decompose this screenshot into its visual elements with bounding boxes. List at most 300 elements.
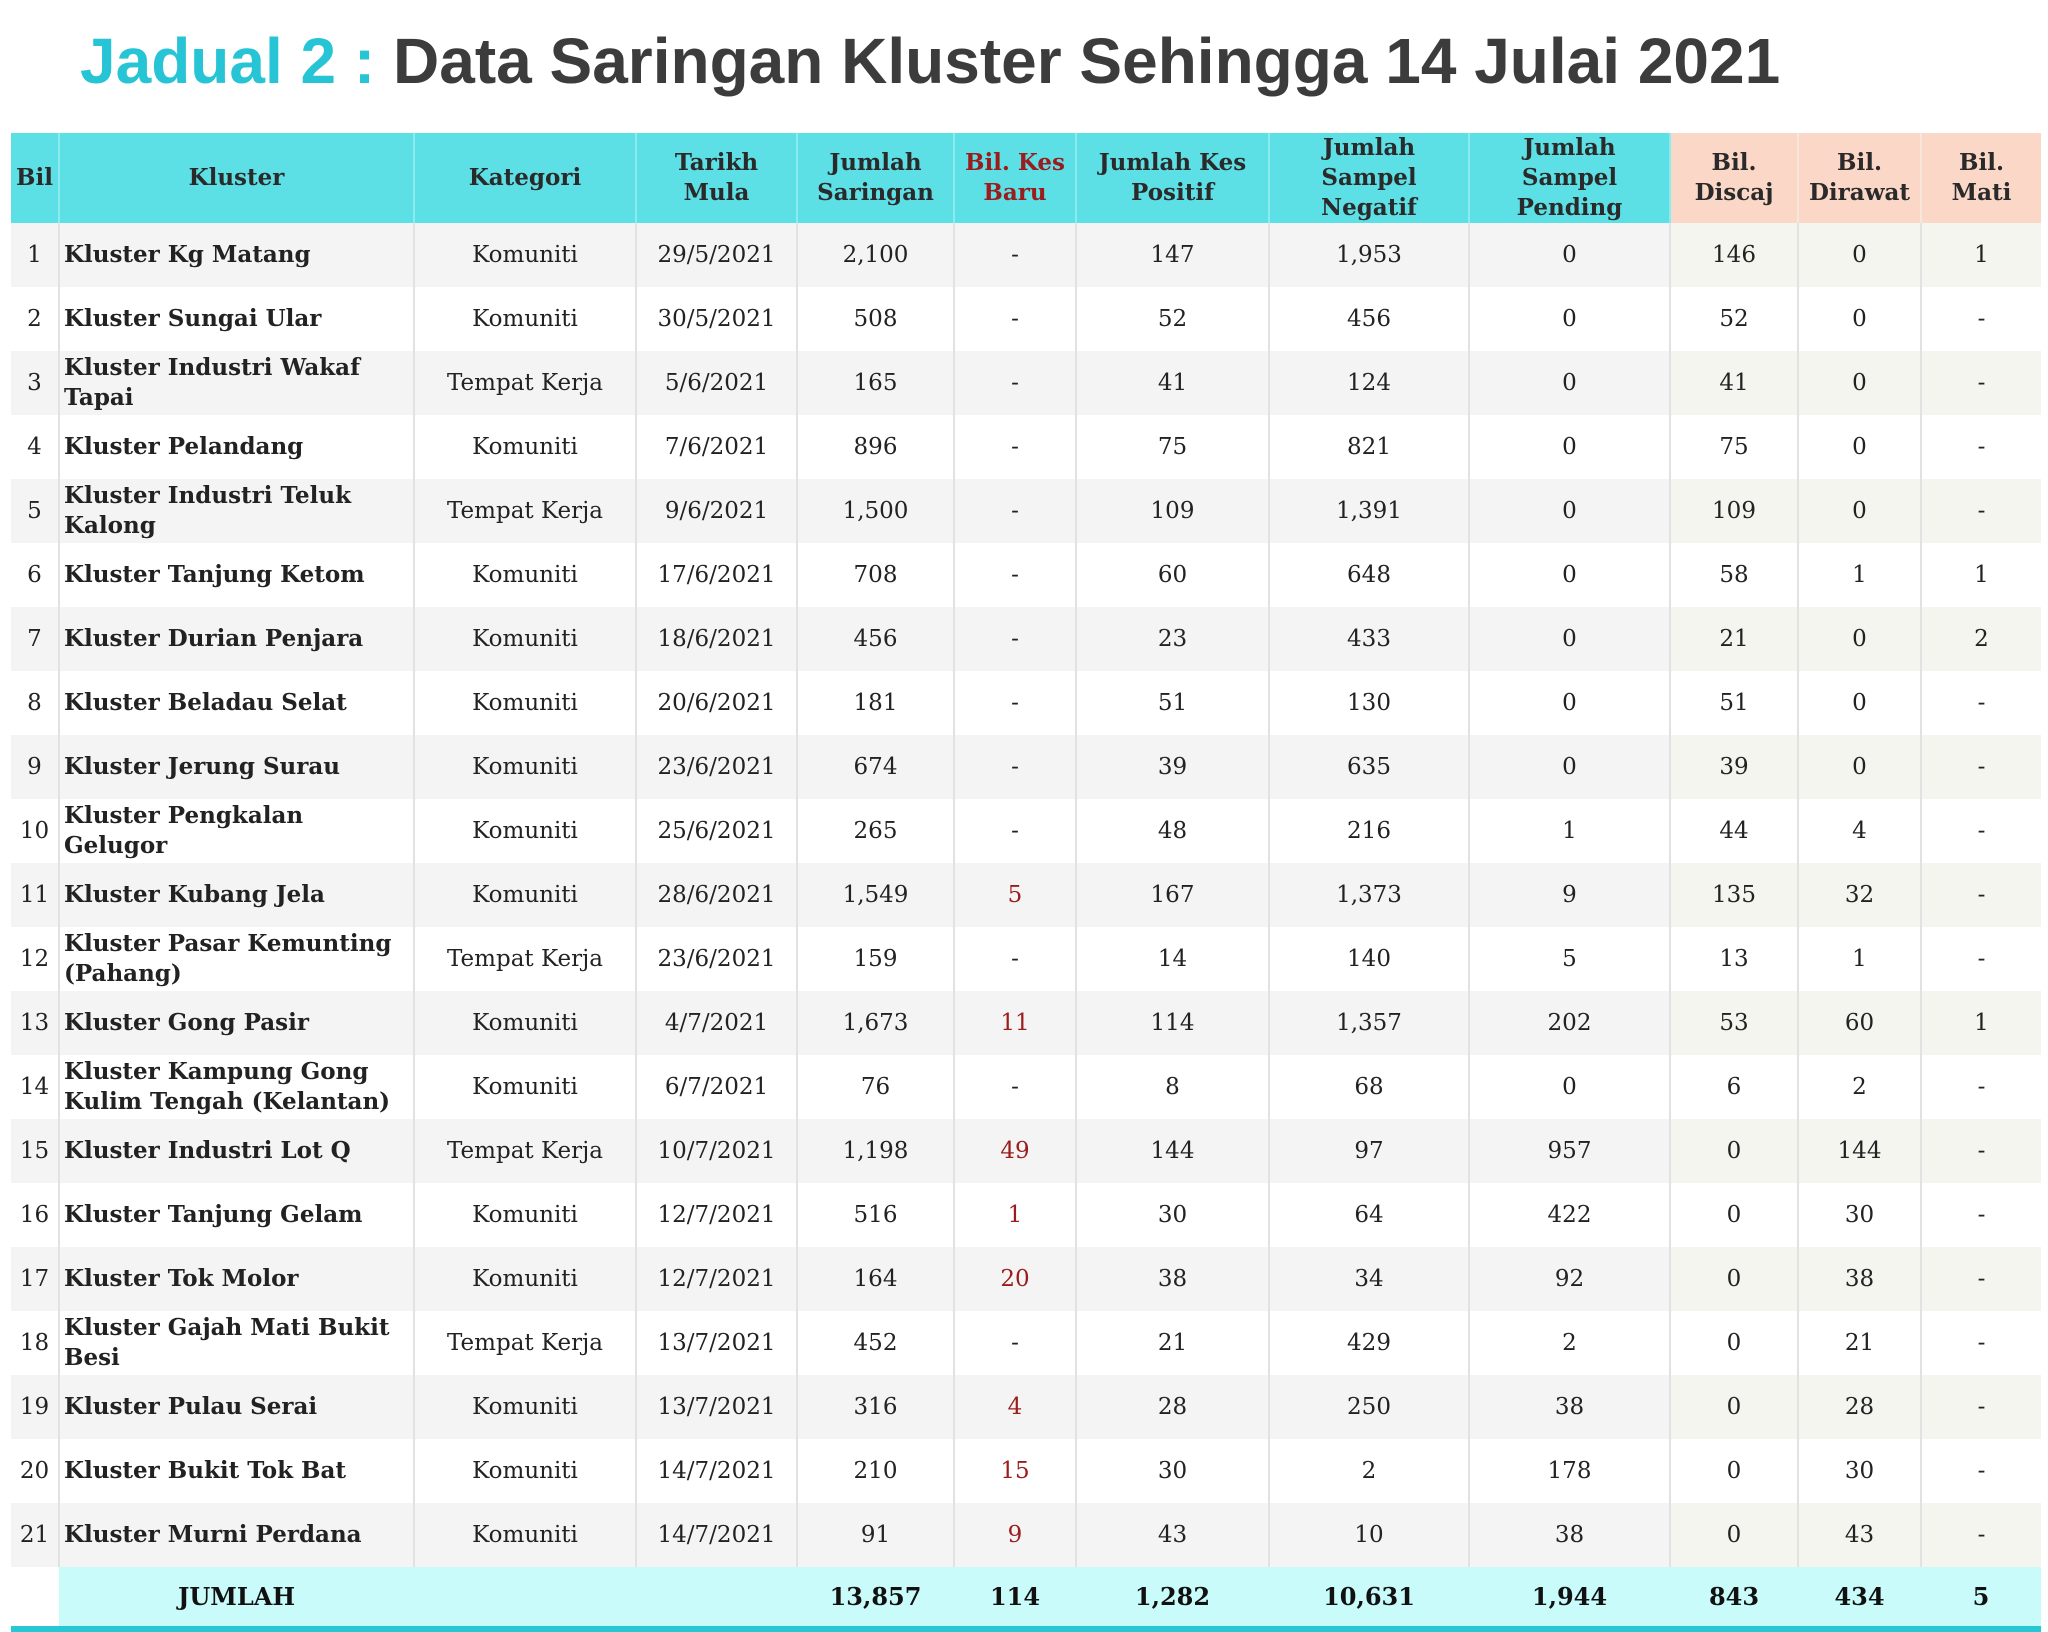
header-tarikh-mula: Tarikh Mula — [636, 133, 797, 223]
cell-kategori: Komuniti — [414, 735, 636, 799]
cell-bil-kes-baru: 49 — [954, 1119, 1076, 1183]
total-kes-baru: 114 — [954, 1567, 1076, 1629]
cell-bil-discaj: 146 — [1670, 223, 1798, 287]
cell-bil-mati: - — [1921, 1055, 2041, 1119]
cell-jumlah-saringan: 181 — [797, 671, 954, 735]
cell-sampel-negatif: 64 — [1269, 1183, 1469, 1247]
cell-bil-kes-baru: - — [954, 351, 1076, 415]
cell-bil-discaj: 0 — [1670, 1439, 1798, 1503]
cell-kategori: Komuniti — [414, 1375, 636, 1439]
total-tarikh-blank — [636, 1567, 797, 1629]
cell-bil: 6 — [11, 543, 59, 607]
cell-bil-kes-baru: - — [954, 735, 1076, 799]
cell-bil-dirawat: 0 — [1798, 223, 1921, 287]
cell-sampel-negatif: 250 — [1269, 1375, 1469, 1439]
cell-bil-mati: - — [1921, 927, 2041, 991]
cell-kategori: Tempat Kerja — [414, 927, 636, 991]
cell-bil: 19 — [11, 1375, 59, 1439]
table-row — [11, 799, 2041, 863]
cell-bil-discaj: 6 — [1670, 1055, 1798, 1119]
cell-sampel-negatif: 140 — [1269, 927, 1469, 991]
table-row — [11, 1183, 2041, 1247]
cell-jumlah-kes-positif: 48 — [1076, 799, 1269, 863]
cell-jumlah-kes-positif: 109 — [1076, 479, 1269, 543]
table-row — [11, 735, 2041, 799]
cell-jumlah-kes-positif: 75 — [1076, 415, 1269, 479]
cell-bil-dirawat: 4 — [1798, 799, 1921, 863]
cell-kluster: Kluster Pulau Serai — [59, 1375, 414, 1439]
cell-kluster: Kluster Pasar Kemunting (Pahang) — [59, 927, 414, 991]
cell-bil-discaj: 58 — [1670, 543, 1798, 607]
page-title — [80, 24, 1780, 98]
cell-sampel-negatif: 1,391 — [1269, 479, 1469, 543]
cell-tarikh-mula: 14/7/2021 — [636, 1503, 797, 1567]
cell-bil-discaj: 52 — [1670, 287, 1798, 351]
cell-tarikh-mula: 25/6/2021 — [636, 799, 797, 863]
cell-bil: 5 — [11, 479, 59, 543]
cell-jumlah-saringan: 508 — [797, 287, 954, 351]
cell-bil-kes-baru: - — [954, 1055, 1076, 1119]
cell-tarikh-mula: 6/7/2021 — [636, 1055, 797, 1119]
cell-bil-mati: - — [1921, 799, 2041, 863]
cell-bil-dirawat: 60 — [1798, 991, 1921, 1055]
cell-sampel-negatif: 821 — [1269, 415, 1469, 479]
cell-kategori: Komuniti — [414, 1183, 636, 1247]
cell-bil-dirawat: 0 — [1798, 479, 1921, 543]
table-row — [11, 543, 2041, 607]
cell-bil-dirawat: 21 — [1798, 1311, 1921, 1375]
cell-bil-discaj: 39 — [1670, 735, 1798, 799]
cell-kluster: Kluster Industri Wakaf Tapai — [59, 351, 414, 415]
cell-jumlah-kes-positif: 23 — [1076, 607, 1269, 671]
cell-jumlah-saringan: 159 — [797, 927, 954, 991]
cell-bil-mati: - — [1921, 863, 2041, 927]
cell-bil-dirawat: 0 — [1798, 287, 1921, 351]
cell-bil-kes-baru: 9 — [954, 1503, 1076, 1567]
header-sampel-pending: Jumlah Sampel Pending — [1469, 133, 1670, 223]
cell-bil-discaj: 0 — [1670, 1119, 1798, 1183]
cell-jumlah-kes-positif: 28 — [1076, 1375, 1269, 1439]
cell-bil-discaj: 21 — [1670, 607, 1798, 671]
cell-bil-mati: - — [1921, 1439, 2041, 1503]
header-bil-kes-baru: Bil. Kes Baru — [954, 133, 1076, 223]
cell-tarikh-mula: 9/6/2021 — [636, 479, 797, 543]
cell-bil-mati: 1 — [1921, 543, 2041, 607]
header-kluster: Kluster — [59, 133, 414, 223]
cell-sampel-pending: 92 — [1469, 1247, 1670, 1311]
cell-jumlah-saringan: 265 — [797, 799, 954, 863]
cell-jumlah-saringan: 456 — [797, 607, 954, 671]
cell-bil-kes-baru: - — [954, 607, 1076, 671]
table-footer — [11, 1567, 2041, 1629]
cell-bil: 8 — [11, 671, 59, 735]
cell-tarikh-mula: 17/6/2021 — [636, 543, 797, 607]
cell-sampel-pending: 0 — [1469, 671, 1670, 735]
cell-kluster: Kluster Tanjung Ketom — [59, 543, 414, 607]
cell-jumlah-kes-positif: 14 — [1076, 927, 1269, 991]
cell-bil-dirawat: 30 — [1798, 1183, 1921, 1247]
cell-jumlah-kes-positif: 41 — [1076, 351, 1269, 415]
table-row — [11, 607, 2041, 671]
cell-bil-kes-baru: - — [954, 927, 1076, 991]
cell-sampel-negatif: 34 — [1269, 1247, 1469, 1311]
cell-jumlah-saringan: 165 — [797, 351, 954, 415]
cell-jumlah-saringan: 91 — [797, 1503, 954, 1567]
cell-tarikh-mula: 18/6/2021 — [636, 607, 797, 671]
total-kategori-blank — [414, 1567, 636, 1629]
table-row — [11, 671, 2041, 735]
cell-tarikh-mula: 10/7/2021 — [636, 1119, 797, 1183]
cell-bil-mati: - — [1921, 287, 2041, 351]
table-number-label: Jadual 2 : — [80, 25, 376, 97]
cell-tarikh-mula: 4/7/2021 — [636, 991, 797, 1055]
cell-kluster: Kluster Kubang Jela — [59, 863, 414, 927]
table-row — [11, 1055, 2041, 1119]
cell-bil: 10 — [11, 799, 59, 863]
cell-kategori: Komuniti — [414, 1439, 636, 1503]
cell-bil-mati: - — [1921, 1183, 2041, 1247]
total-dirawat: 434 — [1798, 1567, 1921, 1629]
table-row — [11, 1247, 2041, 1311]
cell-bil-kes-baru: - — [954, 1311, 1076, 1375]
cell-sampel-negatif: 1,953 — [1269, 223, 1469, 287]
cell-jumlah-kes-positif: 60 — [1076, 543, 1269, 607]
cell-jumlah-kes-positif: 167 — [1076, 863, 1269, 927]
cell-bil-discaj: 135 — [1670, 863, 1798, 927]
cell-kategori: Komuniti — [414, 1055, 636, 1119]
cell-tarikh-mula: 30/5/2021 — [636, 287, 797, 351]
cell-jumlah-saringan: 452 — [797, 1311, 954, 1375]
total-spacer — [11, 1567, 59, 1629]
cell-jumlah-saringan: 210 — [797, 1439, 954, 1503]
cell-sampel-pending: 5 — [1469, 927, 1670, 991]
cell-kategori: Komuniti — [414, 863, 636, 927]
cell-kategori: Komuniti — [414, 287, 636, 351]
cell-sampel-pending: 0 — [1469, 287, 1670, 351]
cell-kategori: Tempat Kerja — [414, 1119, 636, 1183]
cell-bil-mati: 1 — [1921, 223, 2041, 287]
cell-jumlah-saringan: 316 — [797, 1375, 954, 1439]
cell-kluster: Kluster Durian Penjara — [59, 607, 414, 671]
cell-bil-mati: - — [1921, 1503, 2041, 1567]
cell-kluster: Kluster Industri Lot Q — [59, 1119, 414, 1183]
table-body — [11, 223, 2041, 1567]
cell-kluster: Kluster Tanjung Gelam — [59, 1183, 414, 1247]
cell-jumlah-saringan: 2,100 — [797, 223, 954, 287]
cell-kategori: Komuniti — [414, 1503, 636, 1567]
cell-kluster: Kluster Pelandang — [59, 415, 414, 479]
cell-bil-kes-baru: 20 — [954, 1247, 1076, 1311]
cell-bil-mati: - — [1921, 479, 2041, 543]
cell-sampel-pending: 38 — [1469, 1375, 1670, 1439]
cell-bil-dirawat: 43 — [1798, 1503, 1921, 1567]
cell-sampel-negatif: 68 — [1269, 1055, 1469, 1119]
cell-bil-dirawat: 0 — [1798, 607, 1921, 671]
cell-bil-kes-baru: - — [954, 799, 1076, 863]
total-row — [11, 1567, 2041, 1629]
cell-bil-discaj: 75 — [1670, 415, 1798, 479]
table-row — [11, 1311, 2041, 1375]
cell-sampel-negatif: 124 — [1269, 351, 1469, 415]
cell-bil-discaj: 51 — [1670, 671, 1798, 735]
cell-bil-dirawat: 32 — [1798, 863, 1921, 927]
cell-tarikh-mula: 20/6/2021 — [636, 671, 797, 735]
cell-bil: 13 — [11, 991, 59, 1055]
cell-jumlah-saringan: 896 — [797, 415, 954, 479]
cell-bil: 7 — [11, 607, 59, 671]
cell-kluster: Kluster Tok Molor — [59, 1247, 414, 1311]
cell-bil: 18 — [11, 1311, 59, 1375]
cell-bil-kes-baru: - — [954, 543, 1076, 607]
cell-sampel-pending: 422 — [1469, 1183, 1670, 1247]
cell-jumlah-kes-positif: 30 — [1076, 1439, 1269, 1503]
total-saringan: 13,857 — [797, 1567, 954, 1629]
cell-sampel-pending: 0 — [1469, 415, 1670, 479]
cell-bil-discaj: 0 — [1670, 1375, 1798, 1439]
cell-bil-dirawat: 0 — [1798, 735, 1921, 799]
table-row — [11, 415, 2041, 479]
cell-bil: 3 — [11, 351, 59, 415]
cell-tarikh-mula: 23/6/2021 — [636, 927, 797, 991]
cell-bil-discaj: 109 — [1670, 479, 1798, 543]
cell-tarikh-mula: 28/6/2021 — [636, 863, 797, 927]
cell-sampel-pending: 0 — [1469, 351, 1670, 415]
cell-bil-kes-baru: - — [954, 287, 1076, 351]
cell-kategori: Tempat Kerja — [414, 479, 636, 543]
cell-jumlah-saringan: 1,673 — [797, 991, 954, 1055]
cell-jumlah-kes-positif: 38 — [1076, 1247, 1269, 1311]
table-row — [11, 223, 2041, 287]
cell-bil: 15 — [11, 1119, 59, 1183]
header-jumlah-saringan: Jumlah Saringan — [797, 133, 954, 223]
cell-jumlah-kes-positif: 51 — [1076, 671, 1269, 735]
cell-bil-mati: - — [1921, 1119, 2041, 1183]
header-bil-dirawat: Bil. Dirawat — [1798, 133, 1921, 223]
cell-sampel-negatif: 648 — [1269, 543, 1469, 607]
cell-sampel-pending: 178 — [1469, 1439, 1670, 1503]
cell-sampel-negatif: 10 — [1269, 1503, 1469, 1567]
cell-bil-kes-baru: 5 — [954, 863, 1076, 927]
total-label: JUMLAH — [59, 1567, 414, 1629]
cell-tarikh-mula: 13/7/2021 — [636, 1375, 797, 1439]
cell-bil-discaj: 0 — [1670, 1503, 1798, 1567]
header-kategori: Kategori — [414, 133, 636, 223]
cell-jumlah-kes-positif: 30 — [1076, 1183, 1269, 1247]
cell-bil-discaj: 0 — [1670, 1311, 1798, 1375]
cell-bil-kes-baru: - — [954, 223, 1076, 287]
cell-sampel-pending: 957 — [1469, 1119, 1670, 1183]
cell-kluster: Kluster Gong Pasir — [59, 991, 414, 1055]
cell-sampel-negatif: 216 — [1269, 799, 1469, 863]
cell-jumlah-saringan: 708 — [797, 543, 954, 607]
cell-bil-kes-baru: 1 — [954, 1183, 1076, 1247]
cell-tarikh-mula: 7/6/2021 — [636, 415, 797, 479]
cell-bil-dirawat: 0 — [1798, 351, 1921, 415]
header-bil-mati: Bil. Mati — [1921, 133, 2041, 223]
cell-sampel-negatif: 456 — [1269, 287, 1469, 351]
cell-jumlah-kes-positif: 52 — [1076, 287, 1269, 351]
cell-bil-dirawat: 1 — [1798, 927, 1921, 991]
cell-bil-dirawat: 38 — [1798, 1247, 1921, 1311]
header-bil-discaj: Bil. Discaj — [1670, 133, 1798, 223]
cell-kategori: Komuniti — [414, 415, 636, 479]
table-row — [11, 863, 2041, 927]
total-kes-positif: 1,282 — [1076, 1567, 1269, 1629]
cell-kluster: Kluster Murni Perdana — [59, 1503, 414, 1567]
cell-kategori: Tempat Kerja — [414, 1311, 636, 1375]
cell-jumlah-saringan: 1,198 — [797, 1119, 954, 1183]
cell-sampel-negatif: 1,373 — [1269, 863, 1469, 927]
cell-bil: 14 — [11, 1055, 59, 1119]
cell-bil-mati: - — [1921, 735, 2041, 799]
cell-sampel-pending: 38 — [1469, 1503, 1670, 1567]
cell-bil-mati: - — [1921, 415, 2041, 479]
cell-jumlah-saringan: 674 — [797, 735, 954, 799]
cell-sampel-pending: 0 — [1469, 543, 1670, 607]
header-bil: Bil — [11, 133, 59, 223]
cell-bil-dirawat: 28 — [1798, 1375, 1921, 1439]
table-row — [11, 1503, 2041, 1567]
total-sampel-pending: 1,944 — [1469, 1567, 1670, 1629]
table-row — [11, 479, 2041, 543]
cell-kluster: Kluster Bukit Tok Bat — [59, 1439, 414, 1503]
cell-sampel-pending: 0 — [1469, 479, 1670, 543]
cell-sampel-negatif: 130 — [1269, 671, 1469, 735]
cell-bil: 2 — [11, 287, 59, 351]
cell-bil: 16 — [11, 1183, 59, 1247]
cell-bil-kes-baru: - — [954, 671, 1076, 735]
cell-jumlah-saringan: 164 — [797, 1247, 954, 1311]
cell-sampel-negatif: 635 — [1269, 735, 1469, 799]
cell-bil-discaj: 0 — [1670, 1247, 1798, 1311]
cell-sampel-negatif: 429 — [1269, 1311, 1469, 1375]
cell-kategori: Komuniti — [414, 607, 636, 671]
cell-bil-mati: - — [1921, 671, 2041, 735]
cell-kluster: Kluster Kg Matang — [59, 223, 414, 287]
table-row — [11, 1439, 2041, 1503]
total-sampel-negatif: 10,631 — [1269, 1567, 1469, 1629]
header-jumlah-kes-positif: Jumlah Kes Positif — [1076, 133, 1269, 223]
cell-bil-dirawat: 1 — [1798, 543, 1921, 607]
cell-jumlah-kes-positif: 21 — [1076, 1311, 1269, 1375]
cell-sampel-negatif: 1,357 — [1269, 991, 1469, 1055]
cell-tarikh-mula: 12/7/2021 — [636, 1247, 797, 1311]
cell-kategori: Komuniti — [414, 223, 636, 287]
cell-kategori: Tempat Kerja — [414, 351, 636, 415]
cell-bil-mati: - — [1921, 1375, 2041, 1439]
cell-jumlah-saringan: 76 — [797, 1055, 954, 1119]
cell-sampel-pending: 202 — [1469, 991, 1670, 1055]
table-row — [11, 1375, 2041, 1439]
cell-bil: 20 — [11, 1439, 59, 1503]
cell-jumlah-kes-positif: 114 — [1076, 991, 1269, 1055]
cell-bil: 12 — [11, 927, 59, 991]
cell-bil: 1 — [11, 223, 59, 287]
cell-sampel-negatif: 433 — [1269, 607, 1469, 671]
cell-bil-mati: 1 — [1921, 991, 2041, 1055]
cell-kluster: Kluster Beladau Selat — [59, 671, 414, 735]
cell-bil-discaj: 53 — [1670, 991, 1798, 1055]
table-row — [11, 1119, 2041, 1183]
cell-bil-kes-baru: 15 — [954, 1439, 1076, 1503]
cell-jumlah-saringan: 516 — [797, 1183, 954, 1247]
cell-sampel-negatif: 2 — [1269, 1439, 1469, 1503]
cell-kluster: Kluster Industri Teluk Kalong — [59, 479, 414, 543]
cell-bil-mati: 2 — [1921, 607, 2041, 671]
table-row — [11, 927, 2041, 991]
table-row — [11, 287, 2041, 351]
cell-jumlah-saringan: 1,500 — [797, 479, 954, 543]
cell-bil-kes-baru: 11 — [954, 991, 1076, 1055]
cell-tarikh-mula: 13/7/2021 — [636, 1311, 797, 1375]
cell-bil-mati: - — [1921, 1311, 2041, 1375]
total-mati: 5 — [1921, 1567, 2041, 1629]
cell-bil: 17 — [11, 1247, 59, 1311]
cell-kategori: Komuniti — [414, 799, 636, 863]
cell-kluster: Kluster Gajah Mati Bukit Besi — [59, 1311, 414, 1375]
cell-jumlah-kes-positif: 39 — [1076, 735, 1269, 799]
cell-tarikh-mula: 29/5/2021 — [636, 223, 797, 287]
table-title-text: Data Saringan Kluster Sehingga 14 Julai 2021 — [393, 25, 1781, 97]
table-row — [11, 991, 2041, 1055]
cell-bil-mati: - — [1921, 351, 2041, 415]
cell-sampel-negatif: 97 — [1269, 1119, 1469, 1183]
table-row — [11, 351, 2041, 415]
cell-sampel-pending: 0 — [1469, 223, 1670, 287]
cell-bil-dirawat: 2 — [1798, 1055, 1921, 1119]
cell-sampel-pending: 9 — [1469, 863, 1670, 927]
cell-bil-discaj: 41 — [1670, 351, 1798, 415]
cell-bil-dirawat: 144 — [1798, 1119, 1921, 1183]
cell-bil-discaj: 0 — [1670, 1183, 1798, 1247]
total-discaj: 843 — [1670, 1567, 1798, 1629]
cell-bil-kes-baru: 4 — [954, 1375, 1076, 1439]
cell-tarikh-mula: 23/6/2021 — [636, 735, 797, 799]
cell-bil-discaj: 13 — [1670, 927, 1798, 991]
cell-jumlah-kes-positif: 144 — [1076, 1119, 1269, 1183]
cell-bil-kes-baru: - — [954, 415, 1076, 479]
cell-kluster: Kluster Jerung Surau — [59, 735, 414, 799]
cell-kategori: Komuniti — [414, 543, 636, 607]
cell-sampel-pending: 2 — [1469, 1311, 1670, 1375]
cell-jumlah-kes-positif: 147 — [1076, 223, 1269, 287]
cell-bil-dirawat: 30 — [1798, 1439, 1921, 1503]
cell-sampel-pending: 0 — [1469, 735, 1670, 799]
cell-jumlah-saringan: 1,549 — [797, 863, 954, 927]
cell-bil: 11 — [11, 863, 59, 927]
cell-bil-dirawat: 0 — [1798, 671, 1921, 735]
cell-sampel-pending: 0 — [1469, 607, 1670, 671]
cell-bil-kes-baru: - — [954, 479, 1076, 543]
cell-tarikh-mula: 5/6/2021 — [636, 351, 797, 415]
cell-kluster: Kluster Pengkalan Gelugor — [59, 799, 414, 863]
cell-bil-discaj: 44 — [1670, 799, 1798, 863]
cell-kategori: Komuniti — [414, 671, 636, 735]
cell-bil-mati: - — [1921, 1247, 2041, 1311]
cell-tarikh-mula: 14/7/2021 — [636, 1439, 797, 1503]
header-sampel-negatif: Jumlah Sampel Negatif — [1269, 133, 1469, 223]
cell-kategori: Komuniti — [414, 1247, 636, 1311]
cell-jumlah-kes-positif: 8 — [1076, 1055, 1269, 1119]
cell-tarikh-mula: 12/7/2021 — [636, 1183, 797, 1247]
cell-bil: 9 — [11, 735, 59, 799]
cell-jumlah-kes-positif: 43 — [1076, 1503, 1269, 1567]
table-header — [11, 133, 2041, 223]
cell-sampel-pending: 0 — [1469, 1055, 1670, 1119]
cell-kategori: Komuniti — [414, 991, 636, 1055]
cell-sampel-pending: 1 — [1469, 799, 1670, 863]
cell-kluster: Kluster Kampung Gong Kulim Tengah (Kelantan) — [59, 1055, 414, 1119]
